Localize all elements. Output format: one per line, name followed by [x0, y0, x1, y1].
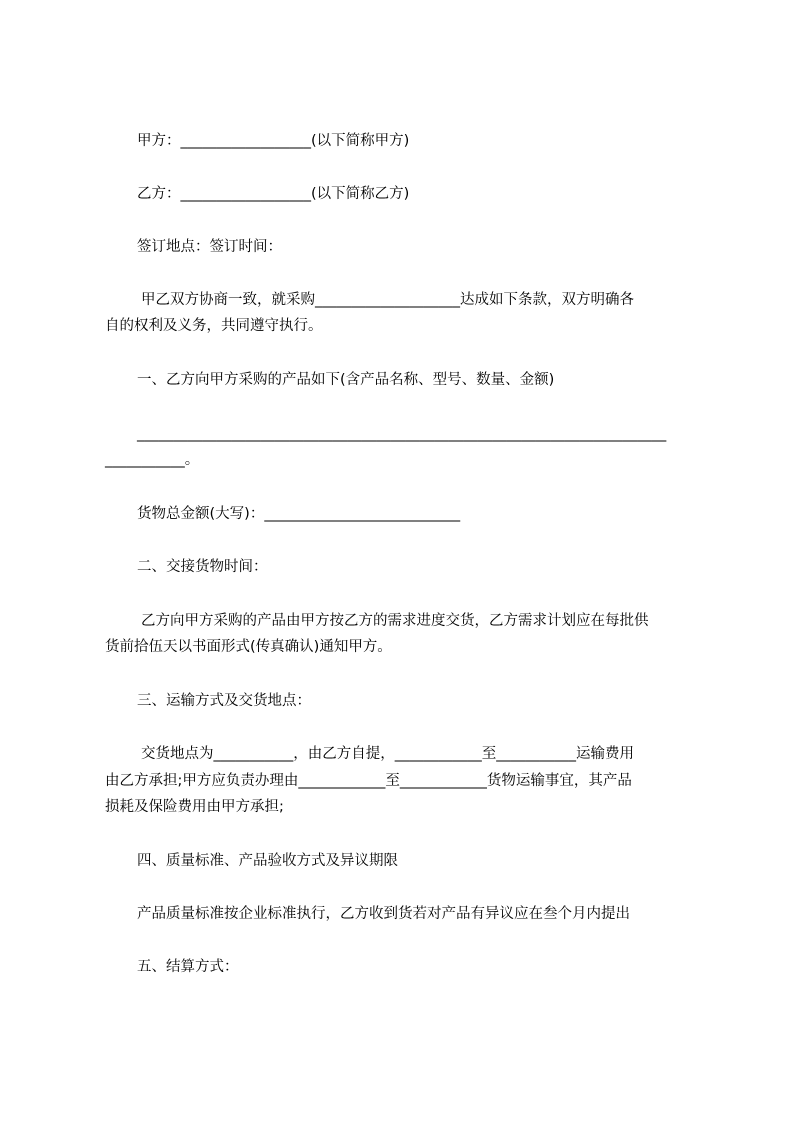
section-5-title: 五、结算方式：	[137, 959, 239, 975]
section-3-title: 三、运输方式及交货地点：	[137, 693, 311, 709]
section-4-line-1: 产品质量标准按企业标准执行，乙方收到货若对产品有异议应在叁个月内提出	[137, 906, 630, 922]
sign-place-time: 签订地点：签订时间：	[137, 239, 282, 255]
intro-paragraph-line-1: 甲乙双方协商一致，就采购____________________达成如下条款，双方明确各	[141, 292, 634, 308]
section-1-blank-line-2: ___________。	[105, 452, 200, 468]
section-2-line-1: 乙方向甲方采购的产品由甲方按乙方的需求进度交货，乙方需求计划应在每批供	[141, 613, 649, 629]
section-2-title: 二、交接货物时间：	[137, 559, 268, 575]
total-amount-line: 货物总金额(大写)：___________________________	[137, 506, 461, 522]
section-1-blank-line-1: _________________________________________________________________________	[137, 426, 667, 442]
party-a-line: 甲方：__________________(以下简称甲方)	[137, 133, 410, 149]
section-1-title: 一、乙方向甲方采购的产品如下(含产品名称、型号、数量、金额)	[137, 372, 555, 388]
section-3-line-1: 交货地点为___________，由乙方自提，____________至___________运输费用	[141, 746, 634, 762]
section-4-title: 四、质量标准、产品验收方式及异议期限	[137, 853, 398, 869]
section-3-line-2: 由乙方承担;甲方应负责办理由____________至____________货物运输事宜，其产品	[105, 773, 632, 789]
section-3-line-3: 损耗及保险费用由甲方承担;	[105, 799, 284, 815]
intro-paragraph-line-2: 自的权利及义务，共同遵守执行。	[105, 318, 323, 334]
party-b-line: 乙方：__________________(以下简称乙方)	[137, 186, 410, 202]
section-2-line-2: 货前拾伍天以书面形式(传真确认)通知甲方。	[105, 639, 392, 655]
